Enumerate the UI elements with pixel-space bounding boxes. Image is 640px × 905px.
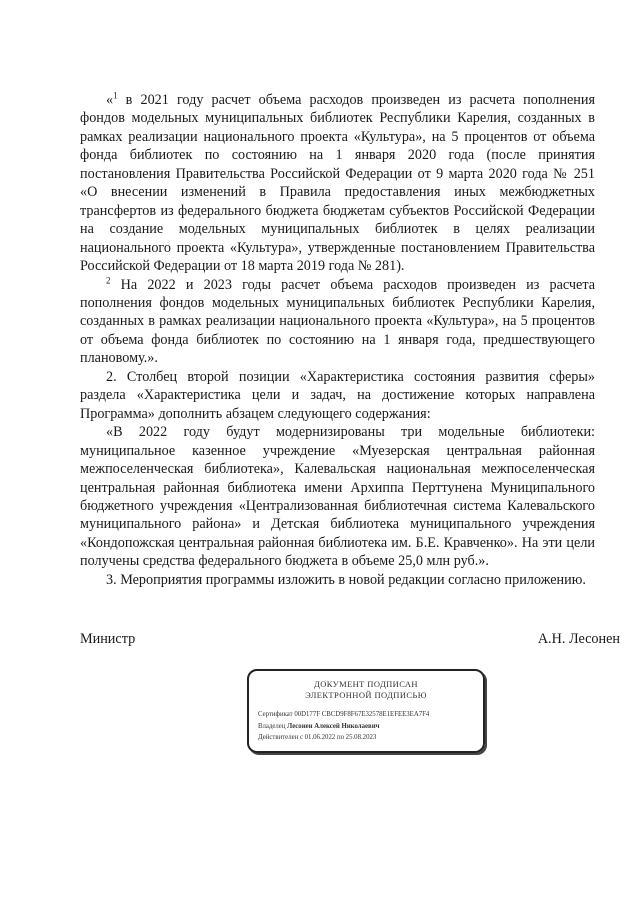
certificate-label: Сертификат: [258, 711, 293, 718]
electronic-signature-stamp: [247, 669, 485, 753]
stamp-owner: [258, 721, 483, 733]
signer-position: Министр: [80, 631, 136, 647]
owner-value: Лесонен Алексей Николаевич: [287, 722, 380, 730]
footnote-mark-2: 2: [106, 274, 111, 285]
stamp-title: [249, 679, 483, 701]
signer-name: А.Н. Лесонен: [537, 631, 620, 647]
stamp-certificate: [258, 709, 483, 721]
footnote-2-text: На 2022 и 2023 годы расчет объема расходов произведен из расчета пополнения фондов модельных муниципальных библиотек Республики Карелия, созданных в рамках реализации национального проекта «Культура», на 5 процентов от объема фонда библиотек по состоянию на 1 января года, предшествующего плановому.».: [80, 276, 595, 367]
stamp-title-line-1: ДОКУМЕНТ ПОДПИСАН: [314, 679, 418, 689]
paragraph-item-2: 2. Столбец второй позиции «Характеристика состояния развития сферы» раздела «Характеристика цели и задач, на достижение которых направлена Программа» дополнить абзацем следующего содержания:: [80, 368, 595, 422]
footnote-mark-1: 1: [113, 90, 118, 101]
open-quote: «: [106, 92, 114, 108]
paragraph-footnote-1: [80, 91, 595, 276]
paragraph-footnote-2: [80, 276, 595, 368]
paragraph-item-3: 3. Мероприятия программы изложить в новой редакции согласно приложению.: [106, 571, 586, 588]
owner-label: Владелец: [258, 722, 286, 730]
certificate-value: 00D177F CBCD9F8F67E32578E1EFEE3EA7F4: [294, 711, 430, 718]
paragraph-quote: «В 2022 году будут модернизированы три модельные библиотеки: муниципальное казенное учреждение «Муезерская центральная районная межпоселенческая библиотека», Калевальская национальная межпоселенческая центральная районная библиотека имени Архиппа Перттунена Муниципального бюджетного учреждения «Централизованная библиотечная система Калевальского муниципального района» и Детская библиотека муниципального учреждения «Кондопожская центральная районная библиотека им. Б.Е. Кравченко». На эти цели получены средства федерального бюджета в объеме 25,0 млн руб.».: [80, 424, 595, 570]
stamp-title-line-2: ЭЛЕКТРОННОЙ ПОДПИСЬЮ: [305, 690, 427, 700]
signature-row: [80, 631, 620, 648]
document-body: [80, 91, 595, 589]
stamp-validity: Действителен с 01.06.2022 по 25.08.2023: [258, 734, 377, 741]
stamp-details: [258, 709, 483, 744]
footnote-1-text: в 2021 году расчет объема расходов произведен из расчета пополнения фондов модельных муниципальных библиотек Республики Карелия, созданных в рамках реализации национального проекта «Культура», на 5 процентов от объема фонда библиотек по состоянию на 1 января 2020 года (после принятия постановления Правительства Российской Федерации от 9 марта 2020 года № 251 «О внесении изменений в Правила предоставления иных межбюджетных трансфертов из федерального бюджета бюджетам субъектов Российской Федерации на создание модельных муниципальных библиотек в целях реализации национального проекта «Культура», утвержденные постановлением Правительства Российской Федерации от 18 марта 2019 года № 281).: [80, 92, 595, 275]
